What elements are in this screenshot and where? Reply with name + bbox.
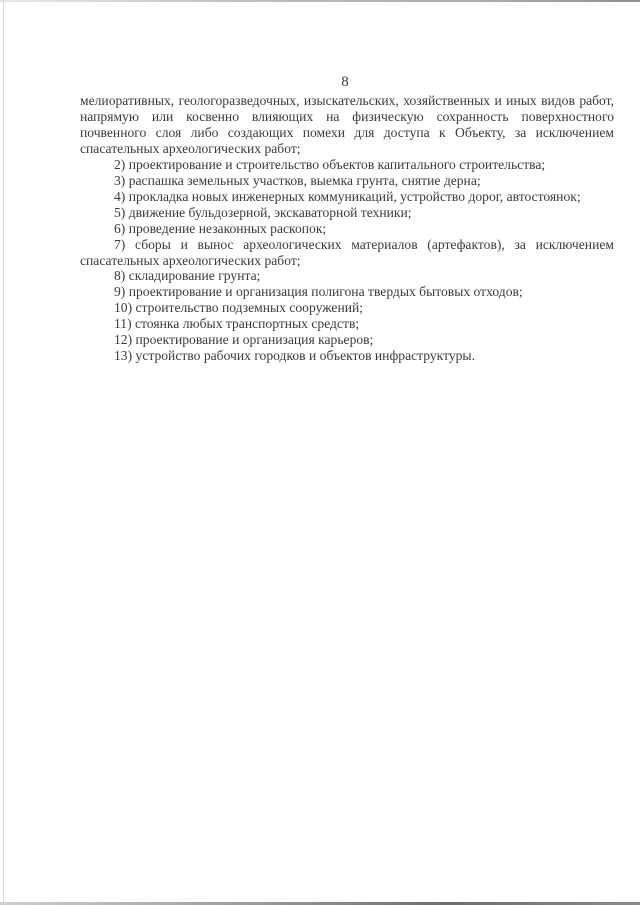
list-item-7: 7) сборы и вынос археологических материалов (артефактов), за исключением спасательных археологических работ; [80,236,614,268]
scan-left-edge [3,0,4,905]
list-item-5: 5) движение бульдозерной, экскаваторной техники; [114,204,412,220]
page-number: 8 [341,74,349,90]
list-item-10: 10) строительство подземных сооружений; [114,300,364,316]
continuation-paragraph: мелиоративных, геологоразведочных, изыскательских, хозяйственных и иных видов работ, напрямую или косвенно влияющих на физическую сохранность поверхностного почвенного слоя либо создающих помехи для доступа к Объекту, за исключением спасательных археологических работ; [80,93,614,156]
list-item-9: 9) проектирование и организация полигона твердых бытовых отходов; [114,284,523,300]
list-item-4: 4) прокладка новых инженерных коммуникаций, устройство дорог, автостоянок; [114,188,581,204]
list-item-12: 12) проектирование и организация карьеров; [114,332,374,348]
list-item-3: 3) распашка земельных участков, выемка грунта, снятие дерна; [114,172,481,188]
list-item-2: 2) проектирование и строительство объектов капитального строительства; [114,156,546,172]
document-body [80,93,614,364]
list-item-6: 6) проведение незаконных раскопок; [114,220,327,236]
list-item-11: 11) стоянка любых транспортных средств; [114,316,360,332]
scan-top-edge [0,0,640,2]
list-item-13: 13) устройство рабочих городков и объектов инфраструктуры. [114,348,475,364]
list-item-8: 8) складирование грунта; [114,268,261,284]
